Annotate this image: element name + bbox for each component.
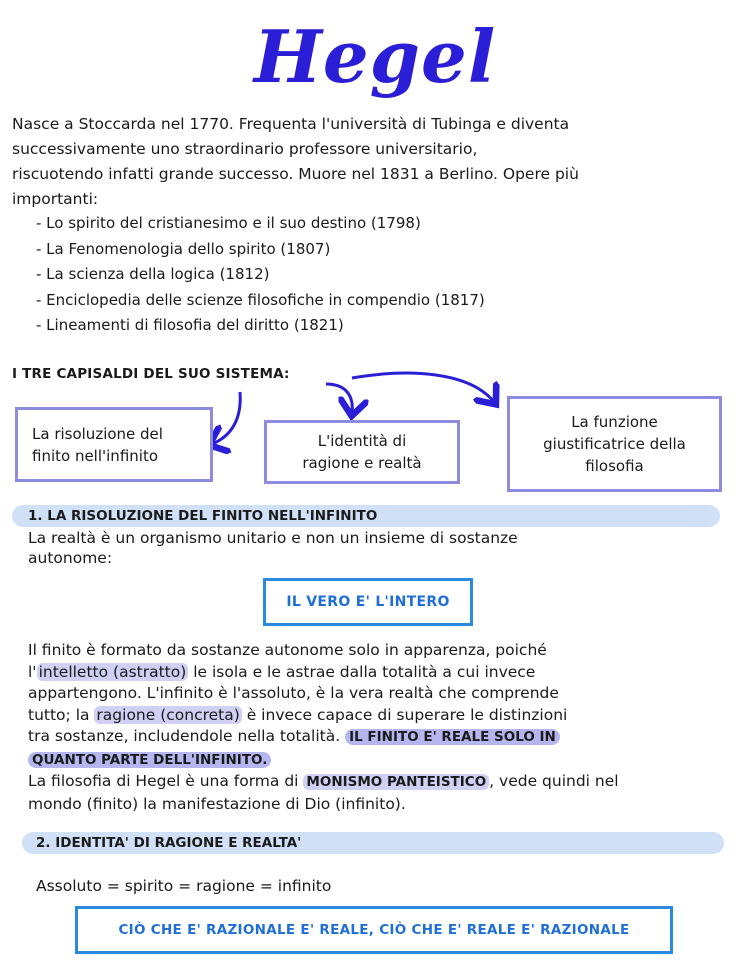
intro-line: importanti: [12,190,99,208]
list-item: - Lineamenti di filosofia del diritto (1821) [36,316,344,334]
text-line: autonome: [28,549,113,567]
section1-heading: 1. LA RISOLUZIONE DEL FINITO NELL'INFINITO [28,508,378,524]
list-item: - La Fenomenologia dello spirito (1807) [36,239,331,258]
box-line: ragione e realtà [302,454,422,472]
highlight-finito-reale: IL FINITO E' REALE SOLO IN [345,729,560,745]
vero-intero-box: IL VERO E' L'INTERO [263,578,473,626]
capisaldi-title: I TRE CAPISALDI DEL SUO SISTEMA: [12,366,290,382]
text-line [28,705,738,727]
box-line: giustificatrice della [543,435,686,453]
list-item: - La scienza della logica (1812) [36,265,270,283]
intro-line: Nasce a Stoccarda nel 1770. Frequenta l'università di Tubinga e diventa [12,115,570,133]
text-line [28,749,738,772]
text-span: l' [28,662,37,681]
arrow-to-box2 [326,384,352,413]
intro-line: riscuotendo infatti grande successo. Muore nel 1831 a Berlino. Opere più [12,165,579,183]
text-span: tutto; la [28,705,95,724]
box-line: finito nell'infinito [32,446,158,465]
text-span: , vede quindi nel [489,772,619,790]
section2-heading: 2. IDENTITA' DI RAGIONE E REALTA' [36,835,302,851]
section1-body [28,640,738,815]
highlight-monismo: MONISMO PANTEISTICO [303,774,489,790]
box-line: La risoluzione del [32,424,163,443]
arrow-to-box1 [212,392,240,444]
page-title: Hegel [253,14,497,99]
box-line: L'identità di [317,432,407,450]
highlight-parte-infinito: QUANTO PARTE DELL'INFINITO. [28,752,271,768]
equation: Assoluto = spirito = ragione = infinito [36,877,332,895]
razionale-reale-box: CIÒ CHE E' RAZIONALE E' REALE, CIÒ CHE E' REALE E' RAZIONALE [75,906,673,954]
highlight-intelletto: intelletto (astratto) [38,662,187,681]
box-ragione-realta [264,420,460,484]
text-span: le isola e le astrae dalla totalità a cui invece [188,662,536,681]
arrow-to-box3 [352,373,494,402]
box-funzione-filosofia [507,396,722,492]
text-line: mondo (finito) la manifestazione di Dio (infinito). [28,794,406,813]
text-span: tra sostanze, includendole nella totalità. [28,727,346,745]
box-finito-infinito [15,407,213,482]
text-line: La realtà è un organismo unitario e non un insieme di sostanze [28,529,518,547]
box-line: La funzione [571,413,658,431]
list-item: - Lo spirito del cristianesimo e il suo destino (1798) [36,214,421,232]
highlight-ragione: ragione (concreta) [96,705,240,724]
text-line [28,726,738,749]
text-line: appartengono. L'infinito è l'assoluto, è la vera realtà che comprende [28,684,559,702]
text-line [28,771,738,794]
text-span: è invece capace di superare le distinzioni [241,705,568,724]
box-line: filosofia [585,457,644,475]
text-line: Il finito è formato da sostanze autonome solo in apparenza, poiché [28,641,547,659]
section1-lead [28,528,728,568]
text-span: La filosofia di Hegel è una forma di [28,772,304,790]
intro-line: successivamente uno straordinario professore universitario, [12,140,478,158]
list-item: - Enciclopedia delle scienze filosofiche in compendio (1817) [36,290,485,309]
text-line [28,662,738,684]
